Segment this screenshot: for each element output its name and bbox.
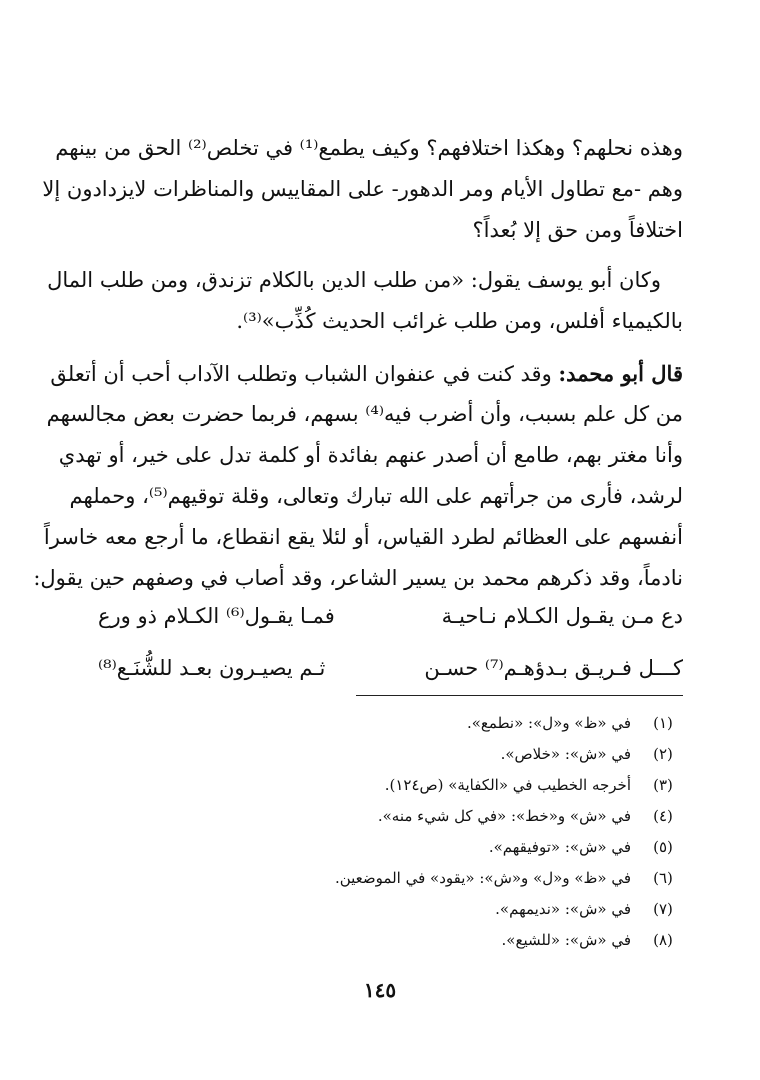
paragraph-1-line: وهذه نحلهم؟ وهكذا اختلافهم؟ وكيف يطمع⁽¹⁾ في تخلص⁽²⁾ الحق من بينهم — [55, 136, 683, 160]
footnote-number: (٦) — [653, 869, 673, 887]
footnote — [98, 832, 683, 863]
footnote — [98, 801, 683, 832]
page-number: ١٤٥ — [363, 978, 397, 1002]
footnote-number: (٧) — [653, 900, 673, 918]
paragraph-3-line: أنفسهم على العظائم لطرد القياس، أو لئلا يقع انقطاع، ما أرجع معه خاسراً — [43, 525, 683, 549]
footnote-number: (١) — [653, 714, 673, 732]
footnote — [98, 739, 683, 770]
paragraph-1-line: اختلافاً ومن حق إلا بُعداً؟ — [472, 218, 683, 242]
poem-verse-2 — [98, 648, 683, 688]
footnote-text: في «ظ» و«ل» و«ش»: «يقود» في الموضعين. — [334, 869, 631, 887]
footnote-number: (٣) — [653, 776, 673, 794]
footnote — [98, 863, 683, 894]
verse-first-hemistich: دع مـن يقـول الكـلام نـاحيـة — [441, 604, 683, 628]
paragraph-1 — [42, 128, 683, 251]
footnotes — [98, 708, 683, 956]
footnote-text: في «ش»: «نديمهم». — [495, 900, 631, 918]
paragraph-3-line: من كل علم بسبب، وأن أضرب فيه⁽⁴⁾ بسهم، فربما حضرت بعض مجالسهم — [46, 402, 683, 426]
footnote-text: في «ش» و«خط»: «في كل شيء منه». — [377, 807, 631, 825]
footnote-number: (٥) — [653, 838, 673, 856]
paragraph-1-line: وهم -مع تطاول الأيام ومر الدهور- على المقاييس والمناظرات لايزدادون إلا — [42, 177, 683, 201]
footnote-number: (٤) — [653, 807, 673, 825]
paragraph-2-line: بالكيمياء أفلس، ومن طلب غرائب الحديث كُذِّب»⁽³⁾. — [236, 309, 683, 333]
paragraph-3-line: لرشد، فأرى من جرأتهم على الله تبارك وتعالى، وقلة توقيهم⁽⁵⁾، وحملهم — [69, 484, 683, 508]
paragraph-3-line: وأنا مغتر بهم، طامع أن أصدر عنهم بفائدة أو كلمة تدل على خير، أو تهدي — [58, 443, 683, 467]
footnote-text: أخرجه الخطيب في «الكفاية» (ص١٢٤). — [384, 776, 631, 794]
paragraph-3 — [33, 353, 683, 599]
footnote-number: (٢) — [653, 745, 673, 763]
footnote-text: في «ظ» و«ل»: «نطمع». — [466, 714, 631, 732]
paragraph-2-line: وكان أبو يوسف يقول: «من طلب الدين بالكلام تزندق، ومن طلب المال — [47, 268, 661, 292]
poem-verse-1 — [98, 596, 683, 636]
footnote-number: (٨) — [653, 931, 673, 949]
paragraph-3-first-line — [50, 353, 683, 394]
verse-first-hemistich: كـــل فـريـق بـدؤهـم⁽⁷⁾ حسـن — [424, 656, 683, 680]
footnote — [98, 708, 683, 739]
paragraph-3-line: نادماً، وقد ذكرهم محمد بن يسير الشاعر، وقد أصاب في وصفهم حين يقول: — [33, 566, 683, 590]
footnote-separator — [356, 695, 683, 696]
paragraph-3-first-line-text: وقد كنت في عنفوان الشباب وتطلب الآداب أحب أن أتعلق — [50, 362, 559, 386]
verse-second-hemistich: فمـا يقـول⁽⁶⁾ الكـلام ذو ورع — [98, 604, 335, 628]
paragraph-2 — [47, 260, 683, 342]
footnote — [98, 770, 683, 801]
verse-second-hemistich: ثـم يصيـرون بعـد للشُّنَـع⁽⁸⁾ — [98, 656, 326, 680]
footnote-text: في «ش»: «خلاص». — [500, 745, 631, 763]
footnote — [98, 894, 683, 925]
footnote — [98, 925, 683, 956]
speaker-name: قال أبو محمد: — [558, 361, 683, 386]
footnote-text: في «ش»: «توفيقهم». — [488, 838, 631, 856]
footnote-text: في «ش»: «للشيع». — [501, 931, 631, 949]
